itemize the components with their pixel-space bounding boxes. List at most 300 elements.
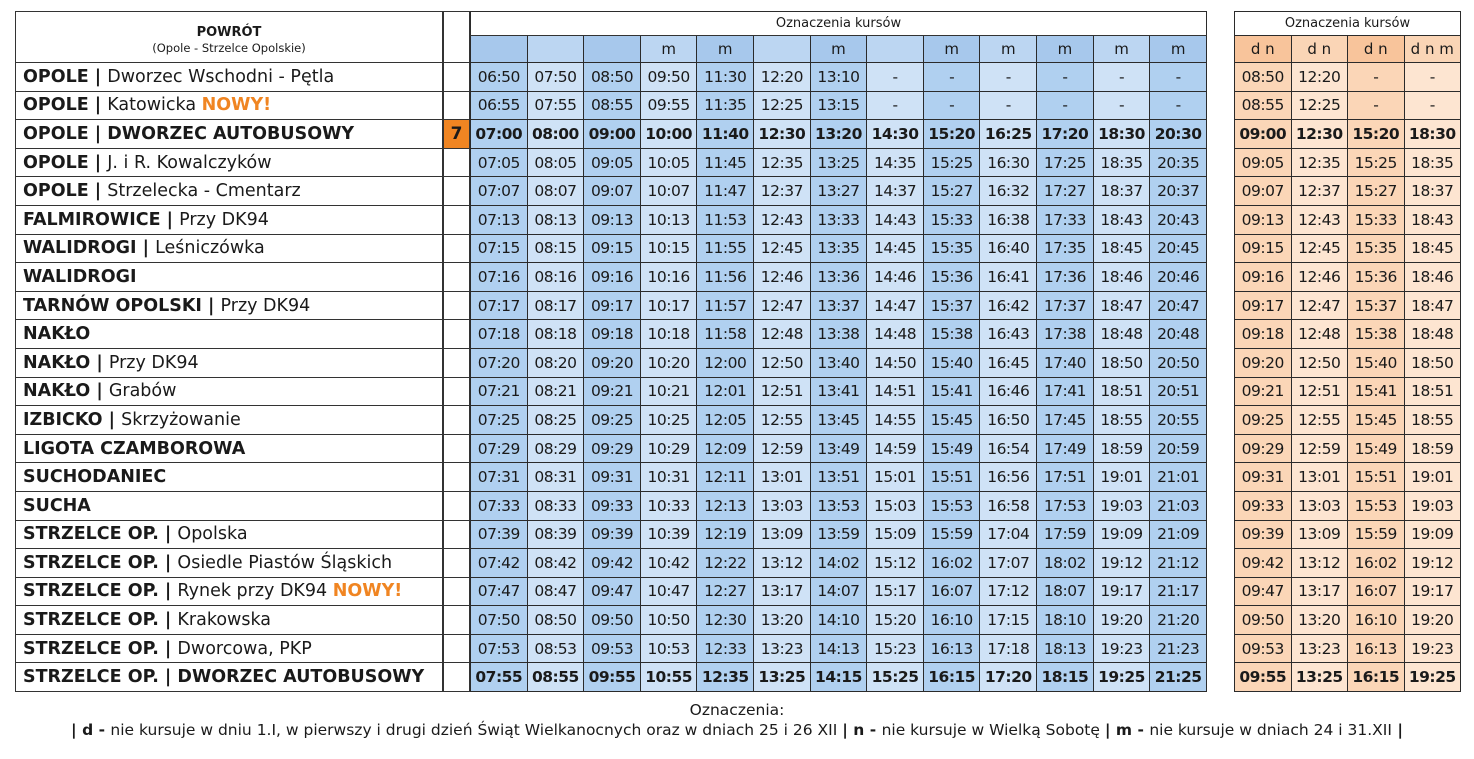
stop-street: Osiedle Piastów Śląskich (177, 552, 393, 573)
departure-time: 18:51 (1093, 377, 1150, 406)
platform-empty-cell (444, 491, 470, 520)
stop-row (16, 549, 443, 578)
departure-time: 19:23 (1404, 634, 1461, 663)
departure-time: 08:15 (527, 234, 584, 263)
platform-empty-cell (444, 434, 470, 463)
legend-code: d (82, 721, 94, 739)
stop-street: Leśniczówka (155, 238, 265, 259)
departure-time: 09:39 (584, 520, 641, 549)
departure-time: 18:45 (1404, 234, 1461, 263)
departure-time: 12:20 (1291, 63, 1348, 92)
platform-row (444, 234, 470, 263)
departure-time: 12:48 (1291, 320, 1348, 349)
departure-time: 17:04 (980, 520, 1037, 549)
platform-row (444, 577, 470, 606)
departure-time: 09:50 (584, 606, 641, 635)
departure-time: 15:23 (867, 634, 924, 663)
blue-time-row (471, 63, 1207, 92)
departure-time: 09:21 (1235, 377, 1292, 406)
departure-time: 09:13 (584, 205, 641, 234)
departure-time: 20:43 (1150, 205, 1207, 234)
departure-time: 08:31 (527, 463, 584, 492)
departure-time: 07:31 (471, 463, 528, 492)
departure-time: 20:37 (1150, 177, 1207, 206)
departure-time: 08:25 (527, 406, 584, 435)
departure-time: 14:10 (810, 606, 867, 635)
departure-time: 09:50 (1235, 606, 1292, 635)
departure-time: 12:11 (697, 463, 754, 492)
departure-time: 10:50 (640, 606, 697, 635)
blue-time-row (471, 606, 1207, 635)
stop-row (16, 91, 443, 120)
departure-time: 12:46 (1291, 263, 1348, 292)
departure-time: 16:58 (980, 491, 1037, 520)
stop-city: OPOLE (23, 95, 89, 116)
stop-city: OPOLE (23, 66, 89, 87)
departure-time: 18:47 (1093, 291, 1150, 320)
blue-time-row (471, 234, 1207, 263)
departure-time: 18:50 (1093, 348, 1150, 377)
departure-time: 10:05 (640, 148, 697, 177)
departure-time: 12:35 (754, 148, 811, 177)
departure-time: 14:30 (867, 120, 924, 149)
departure-time: 16:10 (1348, 606, 1405, 635)
departure-time: 11:47 (697, 177, 754, 206)
departure-time: 10:15 (640, 234, 697, 263)
departure-time: 15:51 (1348, 463, 1405, 492)
course-mark: m (980, 36, 1037, 63)
departure-time: 09:15 (584, 234, 641, 263)
orange-time-row (1235, 520, 1461, 549)
stops-table (15, 11, 443, 692)
departure-time: 07:07 (471, 177, 528, 206)
departure-time: 12:59 (1291, 434, 1348, 463)
departure-time: 12:55 (1291, 406, 1348, 435)
stop-name-cell (16, 63, 443, 92)
departure-time: 20:55 (1150, 406, 1207, 435)
stop-name-cell (16, 348, 443, 377)
stop-row (16, 634, 443, 663)
departure-time: 16:50 (980, 406, 1037, 435)
stop-separator: | (90, 381, 109, 402)
departure-time: 13:35 (810, 234, 867, 263)
departure-time: 13:23 (1291, 634, 1348, 663)
departure-time: 16:07 (923, 577, 980, 606)
stop-name-cell (16, 91, 443, 120)
departure-time: 08:39 (527, 520, 584, 549)
orange-time-row (1235, 663, 1461, 692)
course-mark: m (697, 36, 754, 63)
departure-time: 13:15 (810, 91, 867, 120)
departure-time: 09:53 (584, 634, 641, 663)
departure-time: 13:20 (810, 120, 867, 149)
departure-time: - (1037, 91, 1094, 120)
orange-time-row (1235, 491, 1461, 520)
stop-name-cell (16, 148, 443, 177)
platform-empty-cell (444, 263, 470, 292)
departure-time: 17:15 (980, 606, 1037, 635)
course-mark: d n (1291, 36, 1348, 63)
departure-time: 16:10 (923, 606, 980, 635)
stop-city: OPOLE (23, 152, 89, 173)
course-mark (867, 36, 924, 63)
departure-time: 19:17 (1404, 577, 1461, 606)
legend-line: | d - nie kursuje w dniu 1.I, w pierwszy i drugi dzień Świąt Wielkanocnych oraz w dniach 25 i 26 XII | n - nie kursuje w Wielką Sobotę | m - nie kursuje w dniach 24 i 31.XII | (71, 721, 1403, 739)
departure-time: 18:48 (1093, 320, 1150, 349)
departure-time: 08:47 (527, 577, 584, 606)
departure-time: 07:55 (527, 91, 584, 120)
departure-time: 07:13 (471, 205, 528, 234)
departure-time: - (1348, 91, 1405, 120)
departure-time: 12:00 (697, 348, 754, 377)
departure-time: 18:37 (1404, 177, 1461, 206)
platform-empty-cell (444, 606, 470, 635)
departure-time: 07:15 (471, 234, 528, 263)
course-mark: d n (1235, 36, 1292, 63)
departure-time: 16:02 (923, 549, 980, 578)
platform-empty-cell (444, 320, 470, 349)
orange-time-row (1235, 348, 1461, 377)
stop-city: STRZELCE OP. (23, 638, 159, 659)
departure-time: 17:40 (1037, 348, 1094, 377)
platform-empty-cell (444, 91, 470, 120)
departure-time: 16:13 (1348, 634, 1405, 663)
departure-time: 11:58 (697, 320, 754, 349)
departure-time: 18:48 (1404, 320, 1461, 349)
stop-name-cell (16, 205, 443, 234)
departure-time: 09:20 (1235, 348, 1292, 377)
departure-time: 16:30 (980, 148, 1037, 177)
departure-time: 21:23 (1150, 634, 1207, 663)
departure-time: 17:37 (1037, 291, 1094, 320)
departure-time: 10:21 (640, 377, 697, 406)
departure-time: 18:10 (1037, 606, 1094, 635)
departure-time: 09:42 (1235, 549, 1292, 578)
stop-row (16, 406, 443, 435)
departure-time: 16:25 (980, 120, 1037, 149)
departure-time: 16:15 (923, 663, 980, 692)
departure-time: 12:20 (754, 63, 811, 92)
legend-code: m (1115, 721, 1133, 739)
departure-time: 13:01 (754, 463, 811, 492)
platform-empty-cell (444, 549, 470, 578)
departure-time: 12:30 (697, 606, 754, 635)
departure-time: 14:51 (867, 377, 924, 406)
stop-name-cell (16, 377, 443, 406)
departure-time: 09:47 (584, 577, 641, 606)
stop-row (16, 606, 443, 635)
stop-separator: | (158, 667, 178, 688)
stop-row (16, 577, 443, 606)
departure-time: 20:45 (1150, 234, 1207, 263)
departure-time: 13:59 (810, 520, 867, 549)
departure-time: 09:25 (584, 406, 641, 435)
platform-empty-cell (444, 205, 470, 234)
departure-time: 15:12 (867, 549, 924, 578)
orange-timetable (1234, 11, 1461, 692)
orange-time-row (1235, 606, 1461, 635)
stop-separator: | (88, 66, 108, 87)
departure-time: 12:47 (754, 291, 811, 320)
departure-time: 14:45 (867, 234, 924, 263)
departure-time: 13:17 (754, 577, 811, 606)
departure-time: 12:27 (697, 577, 754, 606)
orange-marks-row (1235, 36, 1461, 63)
departure-time: 09:00 (584, 120, 641, 149)
stop-street: J. i R. Kowalczyków (107, 152, 272, 173)
departure-time: 17:36 (1037, 263, 1094, 292)
departure-time: 13:40 (810, 348, 867, 377)
departure-time: 14:50 (867, 348, 924, 377)
departure-time: 15:41 (1348, 377, 1405, 406)
departure-time: 15:45 (923, 406, 980, 435)
departure-time: 20:35 (1150, 148, 1207, 177)
departure-time: 18:13 (1037, 634, 1094, 663)
new-badge: NOWY! (332, 581, 403, 602)
departure-time: 12:55 (754, 406, 811, 435)
departure-time: 07:25 (471, 406, 528, 435)
platform-row (444, 205, 470, 234)
departure-time: 19:03 (1404, 491, 1461, 520)
departure-time: 08:50 (1235, 63, 1292, 92)
departure-time: 19:12 (1404, 549, 1461, 578)
stop-city: SUCHODANIEC (23, 467, 167, 488)
orange-time-row (1235, 577, 1461, 606)
departure-time: 13:25 (1291, 663, 1348, 692)
departure-time: 19:03 (1093, 491, 1150, 520)
departure-time: 15:41 (923, 377, 980, 406)
stop-row (16, 520, 443, 549)
departure-time: 09:18 (584, 320, 641, 349)
stop-row (16, 148, 443, 177)
platform-empty-cell (444, 577, 470, 606)
departure-time: 18:43 (1093, 205, 1150, 234)
departure-time: 18:30 (1093, 120, 1150, 149)
stop-row (16, 320, 443, 349)
platform-row (444, 91, 470, 120)
departure-time: 20:48 (1150, 320, 1207, 349)
departure-time: 10:42 (640, 549, 697, 578)
departure-time: 15:36 (923, 263, 980, 292)
platform-row (444, 634, 470, 663)
departure-time: 15:09 (867, 520, 924, 549)
stop-row (16, 234, 443, 263)
departure-time: 12:05 (697, 406, 754, 435)
departure-time: 10:00 (640, 120, 697, 149)
departure-time: 08:18 (527, 320, 584, 349)
stop-street: Przy DK94 (179, 209, 269, 230)
departure-time: 07:05 (471, 148, 528, 177)
legend-text: nie kursuje w dniu 1.I, w pierwszy i drugi dzień Świąt Wielkanocnych oraz w dniach 25 i 26 XII (110, 721, 838, 739)
stop-row (16, 377, 443, 406)
stop-row (16, 263, 443, 292)
departure-time: 17:20 (1037, 120, 1094, 149)
stop-city: SUCHA (23, 495, 91, 516)
stop-street: Dworzec Wschodni - Pętla (107, 66, 335, 87)
platform-empty-cell (444, 406, 470, 435)
departure-time: 20:59 (1150, 434, 1207, 463)
stop-row (16, 463, 443, 492)
departure-time: 07:50 (527, 63, 584, 92)
course-mark (471, 36, 528, 63)
stop-separator: | (136, 238, 156, 259)
departure-time: 08:21 (527, 377, 584, 406)
stop-name-cell (16, 606, 443, 635)
departure-time: 13:12 (1291, 549, 1348, 578)
departure-time: 14:55 (867, 406, 924, 435)
departure-time: 12:09 (697, 434, 754, 463)
platform-row (444, 348, 470, 377)
departure-time: 13:38 (810, 320, 867, 349)
departure-time: 21:12 (1150, 549, 1207, 578)
stop-separator: | (88, 181, 108, 202)
orange-time-row (1235, 63, 1461, 92)
departure-time: 12:45 (754, 234, 811, 263)
blue-time-row (471, 177, 1207, 206)
departure-time: 09:05 (1235, 148, 1292, 177)
departure-time: 08:33 (527, 491, 584, 520)
departure-time: 17:49 (1037, 434, 1094, 463)
departure-time: 13:41 (810, 377, 867, 406)
departure-time: 21:17 (1150, 577, 1207, 606)
departure-time: 13:27 (810, 177, 867, 206)
stop-separator: | (158, 552, 178, 573)
departure-time: 11:35 (697, 91, 754, 120)
stop-name-cell (16, 663, 443, 692)
departure-time: 12:51 (1291, 377, 1348, 406)
stop-row (16, 205, 443, 234)
platform-row (444, 549, 470, 578)
departure-time: 09:33 (584, 491, 641, 520)
platform-row (444, 291, 470, 320)
departure-time: 09:29 (584, 434, 641, 463)
orange-time-row (1235, 320, 1461, 349)
departure-time: 07:00 (471, 120, 528, 149)
departure-time: 10:39 (640, 520, 697, 549)
departure-time: 12:48 (754, 320, 811, 349)
orange-time-row (1235, 148, 1461, 177)
departure-time: 09:16 (1235, 263, 1292, 292)
departure-time: 19:20 (1404, 606, 1461, 635)
departure-time: 12:25 (754, 91, 811, 120)
departure-time: - (867, 63, 924, 92)
departure-time: 11:45 (697, 148, 754, 177)
departure-time: 14:43 (867, 205, 924, 234)
departure-time: 15:25 (867, 663, 924, 692)
platform-row (444, 491, 470, 520)
stop-street: Rynek przy DK94 (177, 581, 328, 602)
new-badge: NOWY! (201, 95, 272, 116)
departure-time: 20:46 (1150, 263, 1207, 292)
stop-row (16, 120, 443, 149)
departure-time: 09:25 (1235, 406, 1292, 435)
departure-time: 09:18 (1235, 320, 1292, 349)
orange-time-row (1235, 120, 1461, 149)
departure-time: 19:09 (1404, 520, 1461, 549)
departure-time: 18:50 (1404, 348, 1461, 377)
platform-empty-cell (444, 291, 470, 320)
departure-time: 16:56 (980, 463, 1037, 492)
departure-time: 10:18 (640, 320, 697, 349)
departure-time: 17:33 (1037, 205, 1094, 234)
departure-time: 16:54 (980, 434, 1037, 463)
departure-time: 17:41 (1037, 377, 1094, 406)
departure-time: 13:17 (1291, 577, 1348, 606)
departure-time: 15:36 (1348, 263, 1405, 292)
departure-time: 15:51 (923, 463, 980, 492)
route-title: POWRÓT (196, 24, 262, 40)
departure-time: 17:53 (1037, 491, 1094, 520)
course-mark (527, 36, 584, 63)
departure-time: - (1404, 63, 1461, 92)
departure-time: 15:33 (1348, 205, 1405, 234)
blue-time-row (471, 577, 1207, 606)
departure-time: 17:38 (1037, 320, 1094, 349)
platform-empty-cell (444, 663, 470, 692)
stop-separator: | (158, 638, 178, 659)
departure-time: 16:38 (980, 205, 1037, 234)
departure-time: 14:47 (867, 291, 924, 320)
blue-time-row (471, 320, 1207, 349)
departure-time: 12:35 (1291, 148, 1348, 177)
stop-name-cell (16, 491, 443, 520)
departure-time: 08:42 (527, 549, 584, 578)
departure-time: 16:40 (980, 234, 1037, 263)
departure-time: 09:15 (1235, 234, 1292, 263)
departure-time: 12:43 (754, 205, 811, 234)
departure-time: 20:30 (1150, 120, 1207, 149)
departure-time: - (1093, 63, 1150, 92)
platform-badge: 7 (444, 120, 470, 149)
platform-empty-cell (444, 348, 470, 377)
departure-time: 15:20 (923, 120, 980, 149)
departure-time: 12:51 (754, 377, 811, 406)
stop-row (16, 491, 443, 520)
stop-separator: | (88, 152, 108, 173)
course-mark: m (923, 36, 980, 63)
departure-time: 06:50 (471, 63, 528, 92)
stop-separator: | (158, 581, 178, 602)
departure-time: 10:33 (640, 491, 697, 520)
departure-time: 08:05 (527, 148, 584, 177)
orange-time-row (1235, 263, 1461, 292)
course-mark: m (1037, 36, 1094, 63)
departure-time: 10:55 (640, 663, 697, 692)
platform-row (444, 63, 470, 92)
departure-time: 20:50 (1150, 348, 1207, 377)
departure-time: - (867, 91, 924, 120)
departure-time: 15:53 (1348, 491, 1405, 520)
blue-time-row (471, 549, 1207, 578)
departure-time: 16:32 (980, 177, 1037, 206)
departure-time: 19:25 (1404, 663, 1461, 692)
departure-time: 15:38 (1348, 320, 1405, 349)
departure-time: 16:42 (980, 291, 1037, 320)
departure-time: 12:59 (754, 434, 811, 463)
departure-time: 17:18 (980, 634, 1037, 663)
blue-time-row (471, 434, 1207, 463)
stop-name-cell (16, 406, 443, 435)
platform-row (444, 120, 470, 149)
departure-time: 08:16 (527, 263, 584, 292)
stop-street: DWORZEC AUTOBUSOWY (107, 123, 355, 144)
departure-time: 13:20 (754, 606, 811, 635)
departure-time: 10:07 (640, 177, 697, 206)
stop-street: Opolska (177, 524, 248, 545)
departure-time: 12:30 (1291, 120, 1348, 149)
stop-separator: | (158, 524, 178, 545)
departure-time: 11:40 (697, 120, 754, 149)
